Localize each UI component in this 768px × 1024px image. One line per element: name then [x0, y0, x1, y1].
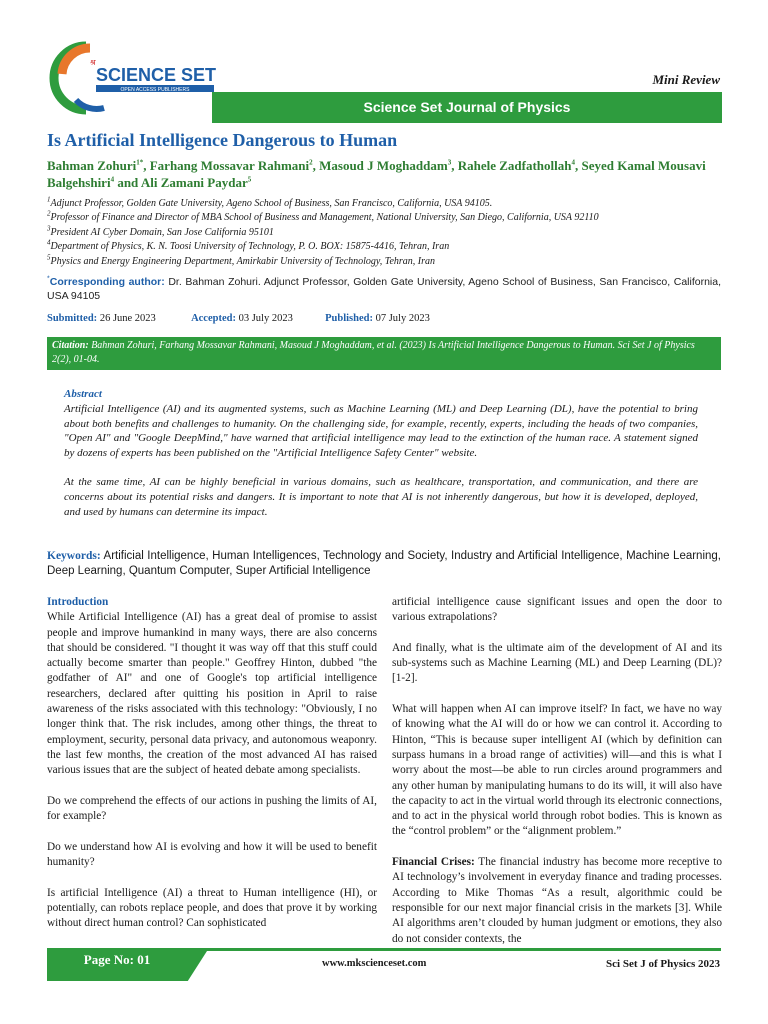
author-name: Masoud J Moghaddam — [319, 158, 448, 173]
author-name: Seyed Kamal Mousavi Balgehshiri — [47, 158, 706, 190]
corresponding-author: *Corresponding author: Dr. Bahman Zohuri. Adjunct Professor, Golden Gate University, Ageno School of Business, San Francisco, California, USA 94105 — [47, 275, 722, 302]
abstract-paragraph: Artificial Intelligence (AI) and its augmented systems, such as Machine Learning (ML) and Deep Learning (DL), have the potential to bring about both benefits and challenges to humanity. On the challenging side, for example, recently, experts, including the heads of two companies, "Open AI" and "Google DeepMind," have warned that artificial intelligence may lead to the extinction of the human race. A statement signed by dozens of experts has been published on the "Artificial Intelligence Safety Center" website. — [64, 403, 698, 459]
keywords: Keywords: Artificial Intelligence, Human Intelligences, Technology and Society, Industry and Artificial Intelligence, Machine Learning, Deep Learning, Quantum Computer, Super Artificial Intelligence — [47, 550, 721, 577]
logo-subtext: OPEN ACCESS PUBLISHERS — [120, 87, 190, 93]
logo-text: SCIENCE SET — [96, 65, 216, 85]
body-paragraph: artificial intelligence cause significant issues and open the door to various extrapolations? — [392, 596, 722, 624]
footer-url[interactable]: www.mkscienceset.com — [322, 958, 427, 969]
author-name: Ali Zamani Paydar — [140, 175, 248, 190]
abstract-paragraph: At the same time, AI can be highly beneficial in various domains, such as healthcare, transportation, and communication, and there are concerns about its potential risks and dangers. It is important to note that AI is not inherently dangerous, but how it is developed, deployed, and used by humans can determine its impact. — [64, 476, 698, 518]
affiliation-line: $^4$Department of Physics, K. N. Toosi University of Technology, P. O. BOX: 15875-4416, Tehran, Iran — [47, 238, 450, 253]
financial-crises-heading: Financial Crises: — [392, 856, 475, 869]
affiliations — [47, 197, 727, 269]
body-paragraph: Financial Crises: The financial industry has become more receptive to AI technology’s involvement in everyday finance and trading processes. According to Mike Thomas “As a result, algorithmic could be responsible for our next major financial crisis in the markets [3]. While AI algorithms aren’t clouded by human judgment or emotions, they also do not consider contexts, the — [392, 856, 722, 945]
body-paragraph: Do we comprehend the effects of our actions in pushing the limits of AI, for example? — [47, 794, 377, 823]
body-paragraph: Do we understand how AI is evolving and how it will be used to benefit humanity? — [47, 840, 377, 869]
page-number: Page No: 01 — [83, 952, 151, 967]
author-affiliation-mark: 2 — [309, 158, 313, 167]
body-column-left — [47, 595, 377, 947]
svg-text:श्र: श्र — [90, 58, 96, 67]
author-affiliation-mark: 4 — [110, 175, 115, 184]
author-name: Rahele Zadfathollah — [457, 158, 572, 173]
affiliation-line: $^1$Adjunct Professor, Golden Gate University, Ageno School of Business, San Francisco, California, USA 94105. — [47, 195, 493, 209]
footer-journal: Sci Set J of Physics 2023 — [606, 958, 720, 970]
author-affiliation-mark: 5 — [247, 175, 252, 184]
published-date: 07 July 2023 — [372, 313, 430, 324]
abstract-body — [64, 402, 698, 534]
abstract-heading: Abstract — [64, 388, 102, 400]
body-paragraph: Is artificial Intelligence (AI) a threat to Human intelligence (HI), or potentially, can robots replace people, and does that prove it by working without direct human control? Can sophisticated — [47, 886, 377, 930]
publisher-logo — [46, 38, 216, 118]
body-paragraph: What will happen when AI can improve itself? In fact, we have no way of knowing what the AI will do or how we can control it. According to Hinton, “This is because super intelligent AI (which by definition can surpass humans in a broad range of activities) will—and this is what I worry about the most—be able to run circles around programmers and any other human by manipulating humans to do its will, it will also have the capacity to act in the virtual world through its electronic connections, and to act in the physical world through robot bodies. This is known as the “control problem” or the “alignment problem.” — [392, 703, 723, 838]
published-label: Published: — [325, 313, 373, 324]
citation: Citation: Bahman Zohuri, Farhang Mossavar Rahmani, Masoud J Moghaddam, et al. (2023) Is Artificial Intelligence Dangerous to Human. Sci Set J of Physics 2(2), 01-04. — [52, 340, 695, 365]
article-dates — [47, 313, 430, 324]
accepted-date: 03 July 2023 — [235, 313, 293, 324]
affiliation-line: $^5$Physics and Energy Engineering Department, Amirkabir University of Technology, Tehran, Iran — [47, 253, 435, 267]
author-affiliation-mark: 4 — [571, 158, 575, 167]
body-paragraph: And finally, what is the ultimate aim of the development of AI and its sub-systems such as Machine Learning (ML) and Deep Learning (DL)? [1-2]. — [392, 641, 722, 685]
author-list: Bahman Zohuri$^{1*}$, Farhang Mossavar Rahmani$^2$, Masoud J Moghaddam$^3$, Rahele Zadfathollah$^4$, Seyed Kamal Mousavi Balgehshiri$^4$ and Ali Zamani Paydar$^5$ — [47, 158, 706, 190]
submitted-label: Submitted: — [47, 313, 98, 324]
article-type: Mini Review — [652, 72, 720, 87]
author-affiliation-mark: 1* — [136, 158, 144, 167]
author-name: Farhang Mossavar Rahmani — [149, 158, 310, 173]
body-column-right — [392, 595, 722, 962]
author-name: Bahman Zohuri — [47, 158, 137, 173]
affiliation-line: $^2$Professor of Finance and Director of MBA School of Business and Management, National University, San Diego, California, USA 92110 — [47, 210, 599, 224]
affiliation-line: $^3$President AI Cyber Domain, San Jose California 95101 — [47, 224, 274, 238]
author-affiliation-mark: 3 — [447, 158, 452, 167]
journal-name: Science Set Journal of Physics — [363, 99, 571, 115]
submitted-date: 26 June 2023 — [97, 313, 156, 324]
body-paragraph: While Artificial Intelligence (AI) has a great deal of promise to assist people and improve humankind in many ways, there are also concerns that should be considered. "I thought it was way off that this stuff could actually become smarter than people." Geoffrey Hinton, dubbed "the godfather of AI" and one of Google's top artificial intelligence researchers, declared after quitting his position in April to raise awareness of the risks associated with this technology: "Obviously, I no longer think that. The risk includes, among other things, the threat to employment, security, personal data privacy, and autonomous weaponry. the last few months, the creation of the most advanced AI has raised various issues that are the subject of heated debate among specialists. — [47, 611, 377, 777]
section-heading-introduction: Introduction — [47, 596, 109, 608]
article-title: Is Artificial Intelligence Dangerous to Human — [47, 130, 398, 150]
accepted-label: Accepted: — [191, 313, 236, 324]
